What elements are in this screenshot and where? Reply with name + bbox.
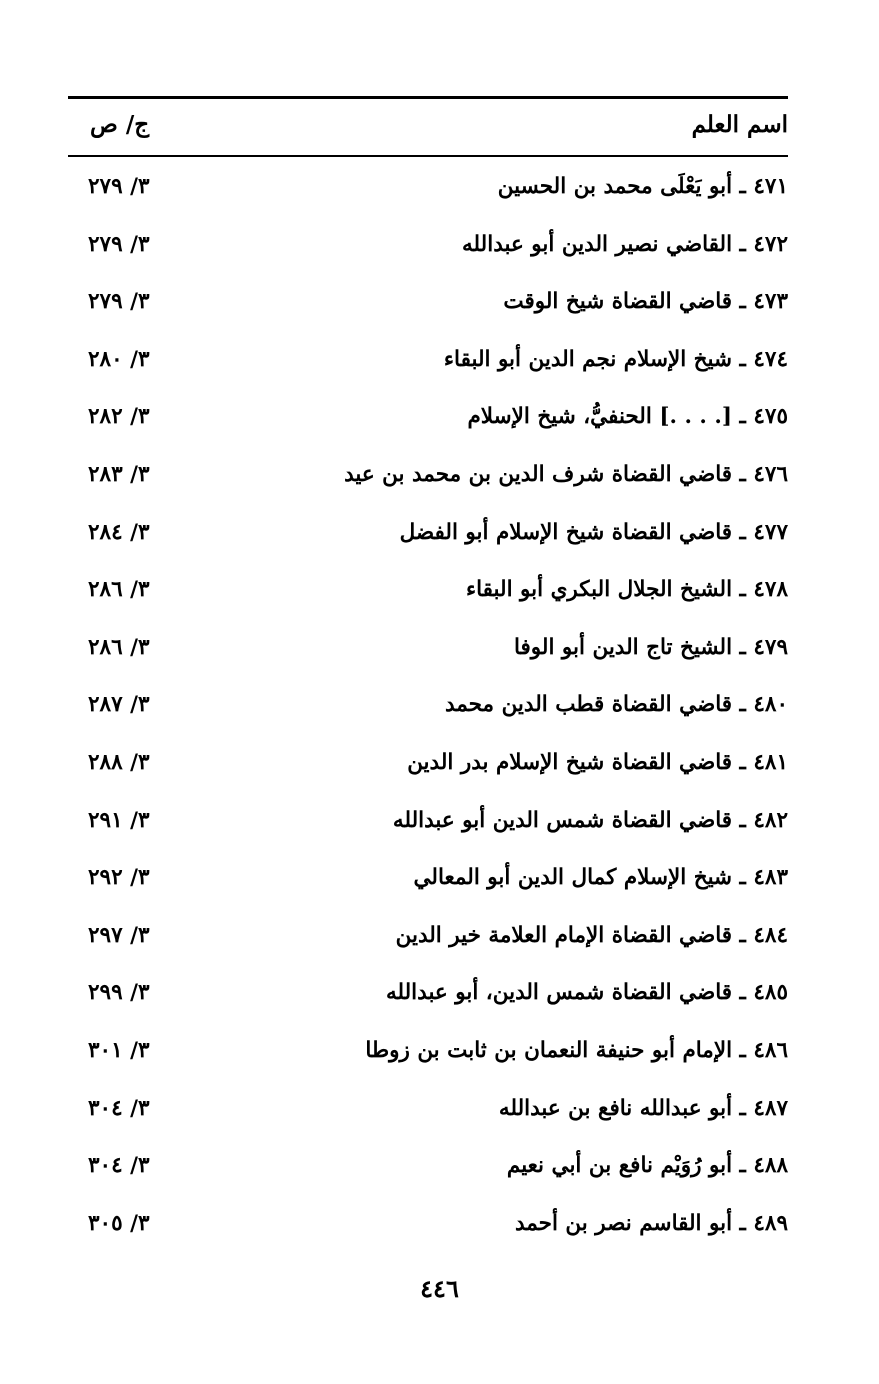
entry-name: ٤٨٤ ـ قاضي القضاة الإمام العلامة خير الدين xyxy=(395,922,788,948)
entry-reference: ٣/ ٢٧٩ xyxy=(88,289,150,315)
table-row xyxy=(68,678,788,736)
table-row xyxy=(68,275,788,333)
table-row xyxy=(68,563,788,621)
table-row xyxy=(68,1139,788,1197)
entry-reference: ٣/ ٢٨٦ xyxy=(88,577,150,603)
entry-name: ٤٨٧ ـ أبو عبدالله نافع بن عبدالله xyxy=(498,1095,788,1121)
entry-reference: ٣/ ٢٧٩ xyxy=(88,174,150,199)
entry-name: ٤٧٢ ـ القاضي نصير الدين أبو عبدالله xyxy=(462,231,788,257)
table-row xyxy=(68,160,788,218)
entry-reference: ٣/ ٢٩١ xyxy=(88,807,150,833)
entry-name: ٤٧٨ ـ الشيخ الجلال البكري أبو البقاء xyxy=(466,577,788,603)
entry-reference: ٣/ ٢٨٨ xyxy=(88,749,150,775)
table-row xyxy=(68,448,788,506)
table-row xyxy=(68,1197,788,1255)
table-row xyxy=(68,333,788,391)
table-row xyxy=(68,794,788,852)
header-name-column: اسم العلم xyxy=(691,111,788,138)
table-header xyxy=(68,99,788,155)
entry-reference: ٣/ ٢٧٩ xyxy=(88,231,150,257)
entry-name: ٤٧١ ـ أبو يَعْلَى محمد بن الحسين xyxy=(497,174,788,199)
entry-reference: ٣/ ٢٨٦ xyxy=(88,634,150,660)
table-row xyxy=(68,390,788,448)
table-row xyxy=(68,218,788,276)
entry-name: ٤٧٥ ـ [. . . .] الحنفيُّ، شيخ الإسلام xyxy=(467,404,788,430)
entry-name: ٤٧٩ ـ الشيخ تاج الدين أبو الوفا xyxy=(513,634,788,660)
entry-name: ٤٨٥ ـ قاضي القضاة شمس الدين، أبو عبدالله xyxy=(385,980,788,1006)
entry-name: ٤٨١ ـ قاضي القضاة شيخ الإسلام بدر الدين xyxy=(407,749,788,775)
entry-reference: ٣/ ٢٩٩ xyxy=(88,980,150,1006)
entry-name: ٤٨٣ ـ شيخ الإسلام كمال الدين أبو المعالي xyxy=(413,865,788,891)
index-table xyxy=(68,96,788,1254)
table-row xyxy=(68,736,788,794)
entry-name: ٤٧٧ ـ قاضي القضاة شيخ الإسلام أبو الفضل xyxy=(399,519,788,545)
entry-name: ٤٨٠ ـ قاضي القضاة قطب الدين محمد xyxy=(444,692,788,718)
entry-name: ٤٨٦ ـ الإمام أبو حنيفة النعمان بن ثابت بن زوطا xyxy=(365,1037,788,1063)
entry-reference: ٣/ ٢٨٣ xyxy=(88,461,150,487)
entry-name: ٤٨٩ ـ أبو القاسم نصر بن أحمد xyxy=(514,1210,788,1236)
header-reference-column: ج/ ص xyxy=(90,111,150,138)
entry-name: ٤٧٣ ـ قاضي القضاة شيخ الوقت xyxy=(503,289,788,315)
page-number: ٤٤٦ xyxy=(420,1274,459,1303)
table-rows xyxy=(68,160,788,1254)
entry-reference: ٣/ ٣٠١ xyxy=(88,1037,150,1063)
entry-reference: ٣/ ٢٩٢ xyxy=(88,865,150,891)
table-row xyxy=(68,621,788,679)
entry-reference: ٣/ ٣٠٤ xyxy=(88,1095,150,1121)
entry-reference: ٣/ ٢٨٠ xyxy=(88,346,150,372)
entry-name: ٤٧٦ ـ قاضي القضاة شرف الدين بن محمد بن عيد xyxy=(344,461,788,487)
entry-reference: ٣/ ٢٨٢ xyxy=(88,404,150,430)
table-row xyxy=(68,909,788,967)
header-rule xyxy=(68,155,788,157)
entry-reference: ٣/ ٣٠٥ xyxy=(88,1210,150,1236)
entry-reference: ٣/ ٢٨٤ xyxy=(88,519,150,545)
entry-name: ٤٨٢ ـ قاضي القضاة شمس الدين أبو عبدالله xyxy=(392,807,788,833)
table-row xyxy=(68,966,788,1024)
table-row xyxy=(68,851,788,909)
entry-name: ٤٨٨ ـ أبو رُوَيْم نافع بن أبي نعيم xyxy=(506,1153,788,1179)
entry-reference: ٣/ ٢٩٧ xyxy=(88,922,150,948)
table-row xyxy=(68,1082,788,1140)
entry-reference: ٣/ ٢٨٧ xyxy=(88,692,150,718)
entry-reference: ٣/ ٣٠٤ xyxy=(88,1153,150,1179)
table-row xyxy=(68,506,788,564)
table-row xyxy=(68,1024,788,1082)
entry-name: ٤٧٤ ـ شيخ الإسلام نجم الدين أبو البقاء xyxy=(443,346,788,372)
